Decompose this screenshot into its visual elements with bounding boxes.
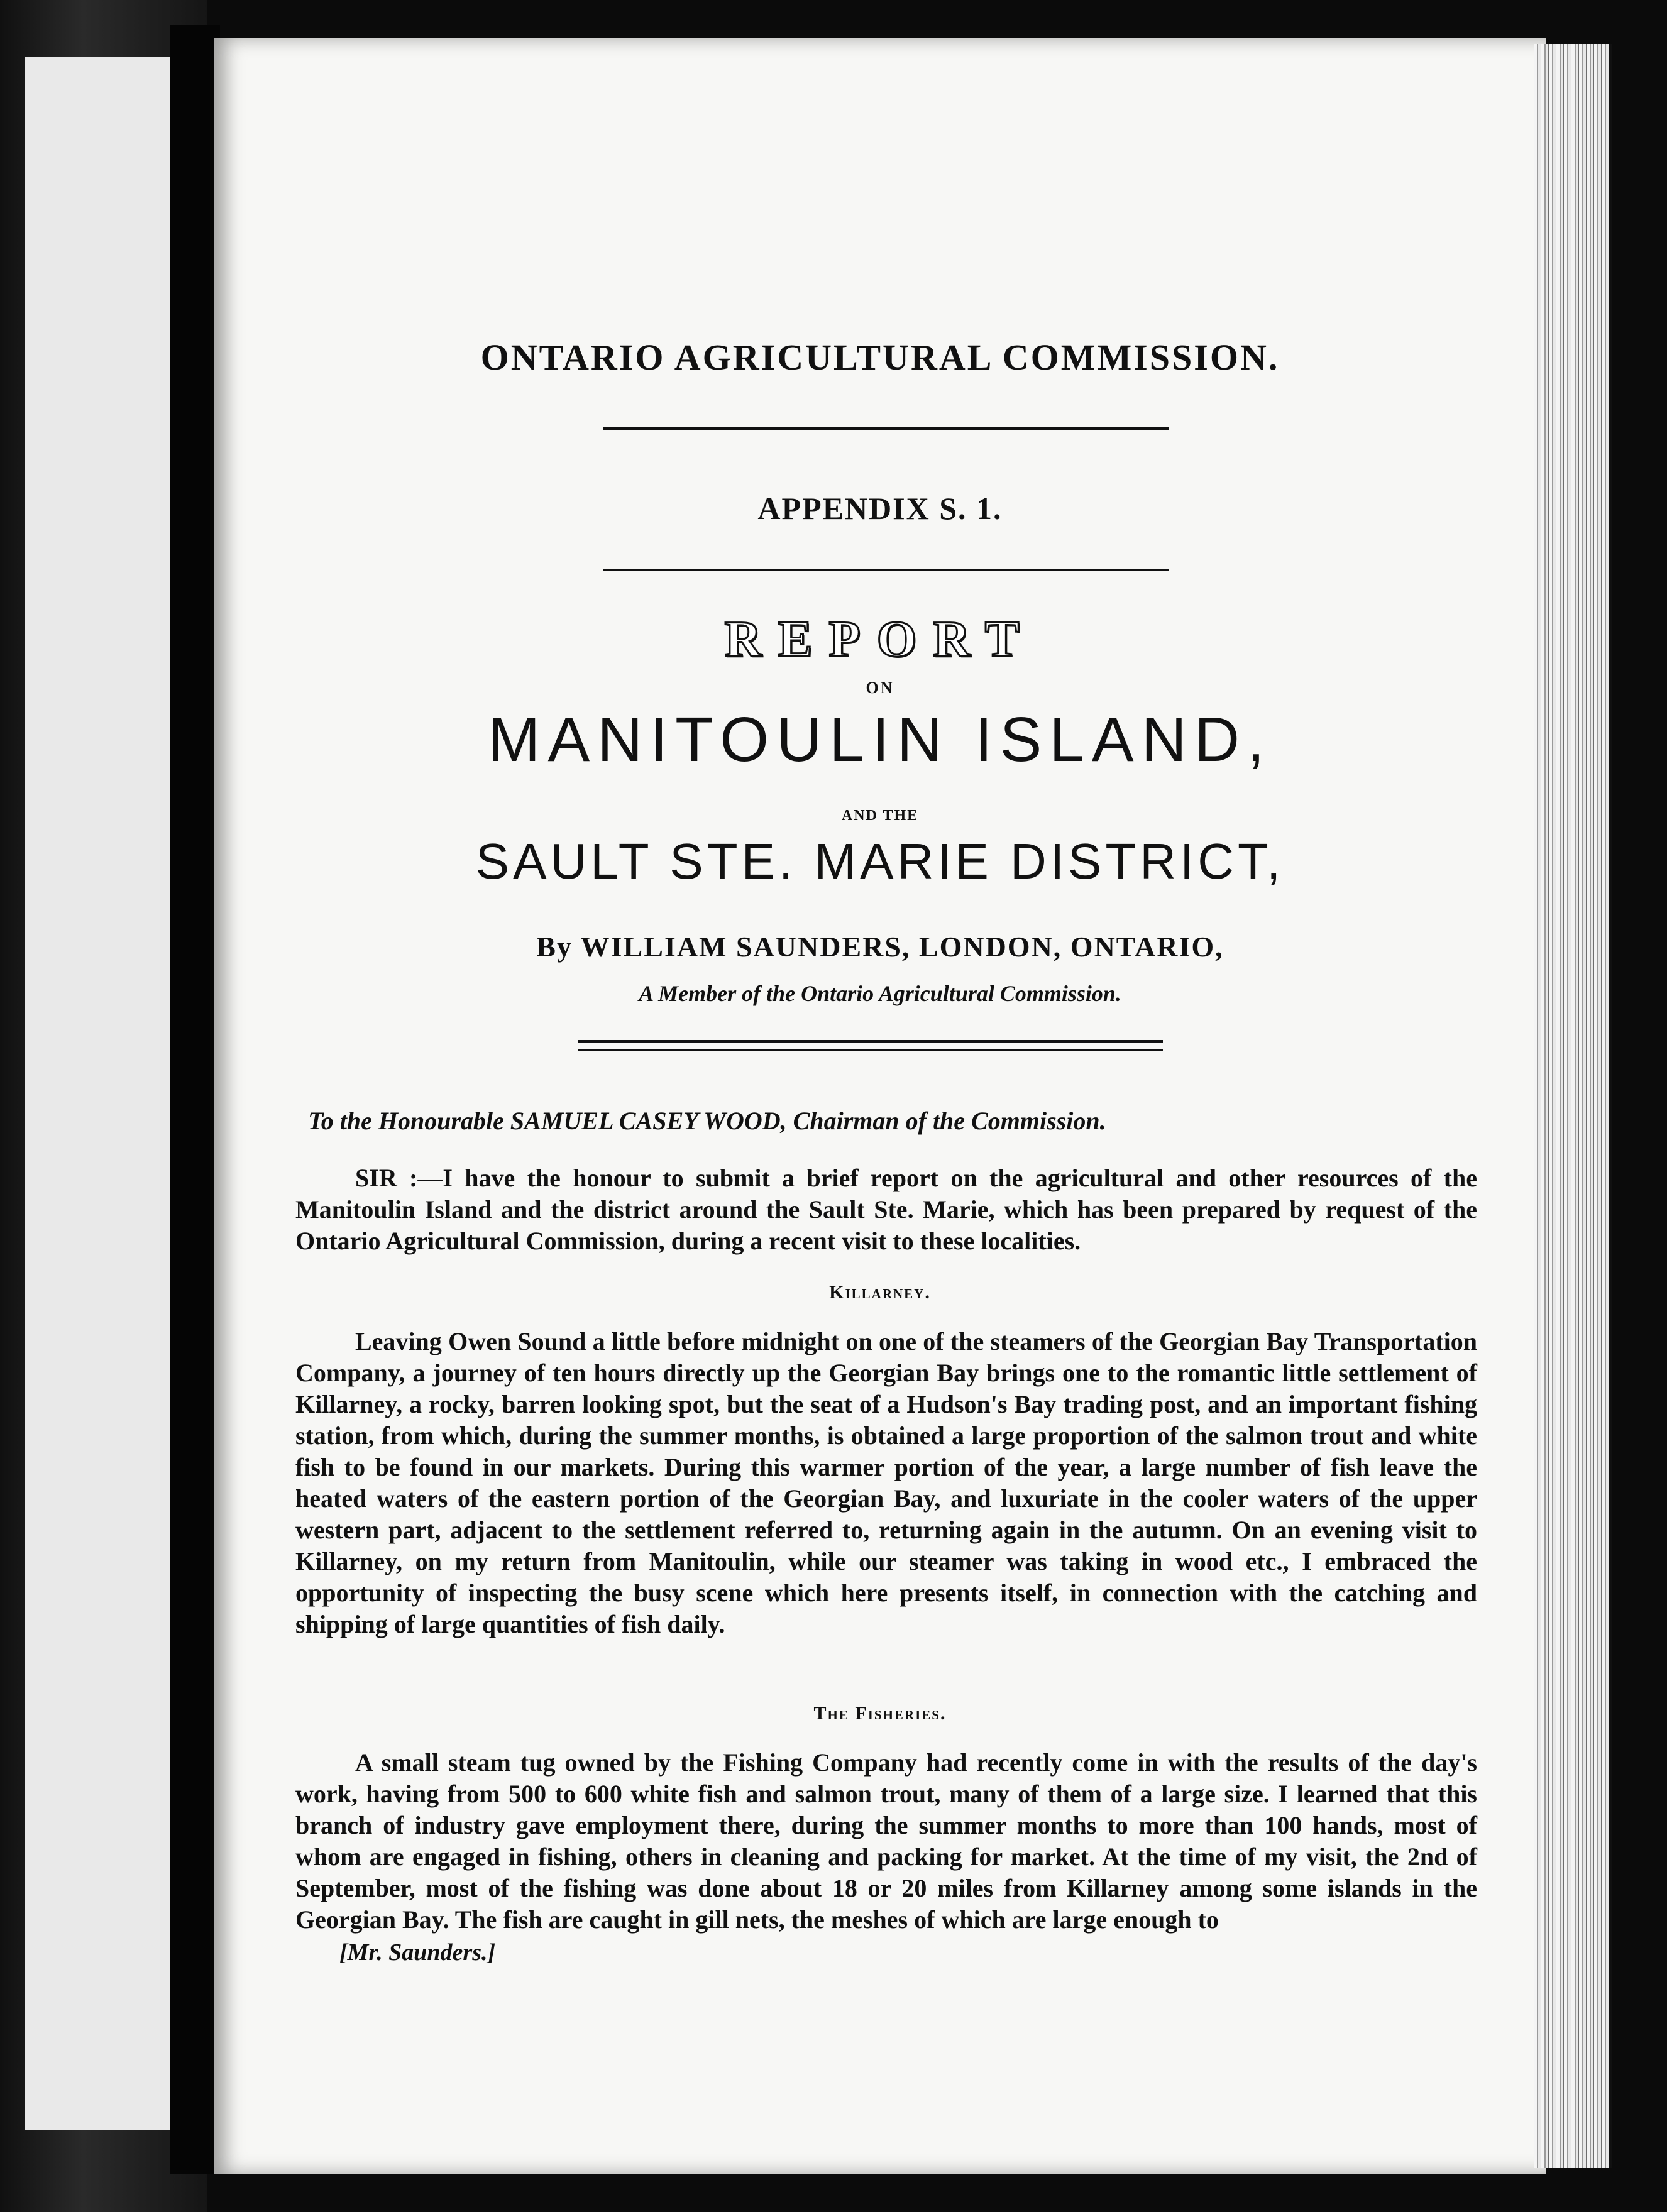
section-body-fisheries — [295, 1747, 1477, 1936]
place-title-manitoulin: MANITOULIN ISLAND, — [488, 704, 1272, 775]
author-role: A Member of the Ontario Agricultural Commission. — [639, 981, 1121, 1006]
report-heading: REPORT — [724, 610, 1036, 667]
signature-note: [Mr. Saunders.] — [339, 1939, 496, 1966]
letter-intro-block — [295, 1163, 1477, 1257]
book-gutter — [170, 25, 220, 2174]
facing-page-edge — [25, 57, 172, 2130]
author-byline: By WILLIAM SAUNDERS, LONDON, ONTARIO, — [536, 931, 1224, 963]
letter-intro-paragraph: SIR :—I have the honour to submit a brief report on the agricultural and other resources of the Manitoulin Island and the district around the Sault Ste. Marie, which has been prepared by request of the Ontario Agricultural Commission, during a recent visit to these localities. — [295, 1164, 1477, 1255]
rule-top — [603, 427, 1169, 430]
letter-salutation: To the Honourable SAMUEL CASEY WOOD, Chairman of the Commission. — [308, 1107, 1106, 1135]
and-the-word: AND THE — [841, 808, 919, 824]
double-rule-top — [578, 1040, 1163, 1043]
section-body-killarney — [295, 1326, 1477, 1640]
paragraph-fisheries: A small steam tug owned by the Fishing Company had recently come in with the results of the day's work, having from 500 to 600 white fish and salmon trout, many of them of a large size. I learned that this branch of industry gave employment there, during the summer months to more than 100 hands, most of whom are engaged in fishing, others in cleaning and packing for market. At the time of my visit, the 2nd of September, most of the fishing was done about 18 or 20 miles from Killarney among some islands in the Georgian Bay. The fish are caught in gill nets, the meshes of which are large enough to — [295, 1748, 1477, 1934]
on-word: ON — [866, 679, 894, 697]
document-page — [214, 38, 1546, 2174]
paragraph-killarney: Leaving Owen Sound a little before midnight on one of the steamers of the Georgian Bay Transportation Company, a journey of ten hours directly up the Georgian Bay brings one to the romantic little settlement of Killarney, a rocky, barren looking spot, but the seat of a Hudson's Bay trading post, and an important fishing station, from which, during the summer months, is obtained a large proportion of the salmon trout and white fish to be found in our markets. During this warmer portion of the year, a large number of fish leave the heated waters of the eastern portion of the Georgian Bay, and luxuriate in the cooler waters of the upper western part, adjacent to the settlement referred to, returning again in the autumn. On an evening visit to Killarney, on my return from Manitoulin, while our steamer was taking in wood etc., I embraced the opportunity of inspecting the busy scene which here presents itself, in connection with the catching and shipping of large quantities of fish daily. — [295, 1327, 1477, 1638]
commission-title: ONTARIO AGRICULTURAL COMMISSION. — [480, 337, 1280, 378]
section-heading-killarney: Killarney. — [829, 1282, 931, 1303]
book-page-edges — [1534, 44, 1612, 2168]
place-title-sault: SAULT STE. MARIE DISTRICT, — [475, 833, 1285, 889]
double-rule-bottom — [578, 1049, 1163, 1051]
rule-under-appendix — [603, 569, 1169, 571]
section-heading-fisheries: The Fisheries. — [813, 1703, 947, 1724]
appendix-label: APPENDIX S. 1. — [757, 491, 1003, 526]
